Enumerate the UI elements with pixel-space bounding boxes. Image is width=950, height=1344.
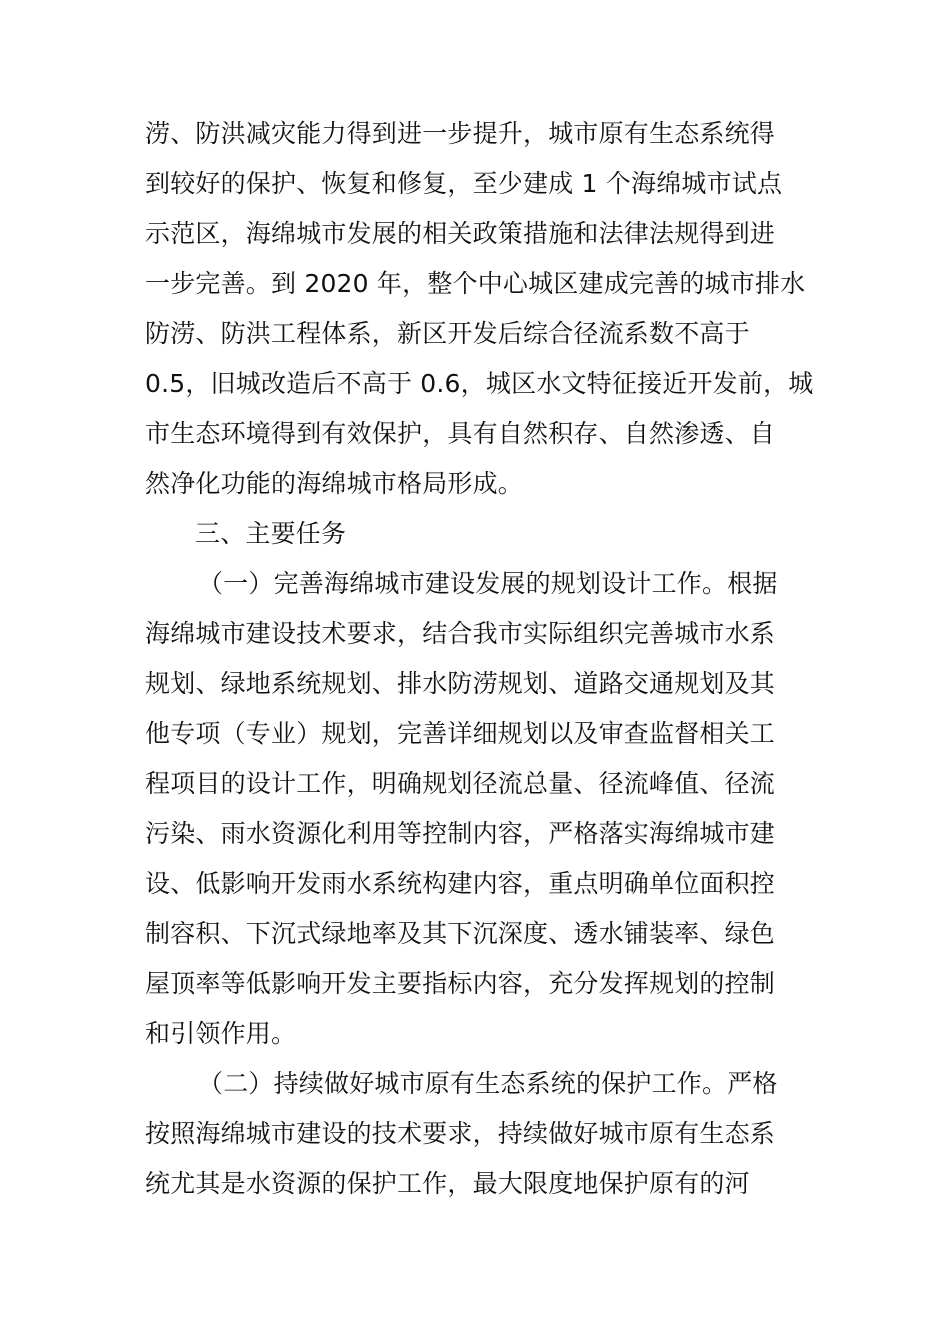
- body-line: 制容积、下沉式绿地率及其下沉深度、透水铺装率、绿色: [145, 919, 776, 948]
- body-line: 到较好的保护、恢复和修复，至少建成 1 个海绵城市试点: [145, 169, 783, 198]
- body-line: 他专项（专业）规划，完善详细规划以及审查监督相关工: [145, 719, 776, 748]
- body-line: 统尤其是水资源的保护工作，最大限度地保护原有的河: [145, 1169, 750, 1198]
- body-line: 示范区，海绵城市发展的相关政策措施和法律法规得到进: [145, 219, 776, 248]
- body-line: 海绵城市建设技术要求，结合我市实际组织完善城市水系: [145, 619, 776, 648]
- body-line: 设、低影响开发雨水系统构建内容，重点明确单位面积控: [145, 869, 776, 898]
- body-line: 涝、防洪减灾能力得到进一步提升，城市原有生态系统得: [145, 119, 776, 148]
- subsection-heading-line: （一）完善海绵城市建设发展的规划设计工作。根据: [198, 569, 778, 598]
- body-line: 按照海绵城市建设的技术要求，持续做好城市原有生态系: [145, 1119, 776, 1148]
- body-line: 一步完善。到 2020 年，整个中心城区建成完善的城市排水: [145, 269, 806, 298]
- body-line: 然净化功能的海绵城市格局形成。: [145, 469, 524, 498]
- section-heading: 三、主要任务: [195, 519, 347, 548]
- body-line: 防涝、防洪工程体系，新区开发后综合径流系数不高于: [145, 319, 750, 348]
- subsection-heading-line: （二）持续做好城市原有生态系统的保护工作。严格: [198, 1069, 778, 1098]
- body-line: 屋顶率等低影响开发主要指标内容，充分发挥规划的控制: [145, 969, 776, 998]
- body-line: 规划、绿地系统规划、排水防涝规划、道路交通规划及其: [145, 669, 776, 698]
- body-line: 和引领作用。: [145, 1019, 297, 1048]
- body-line: 污染、雨水资源化利用等控制内容，严格落实海绵城市建: [145, 819, 776, 848]
- body-line: 0.5，旧城改造后不高于 0.6，城区水文特征接近开发前，城: [145, 369, 814, 398]
- body-line: 市生态环境得到有效保护，具有自然积存、自然渗透、自: [145, 419, 776, 448]
- body-line: 程项目的设计工作，明确规划径流总量、径流峰值、径流: [145, 769, 776, 798]
